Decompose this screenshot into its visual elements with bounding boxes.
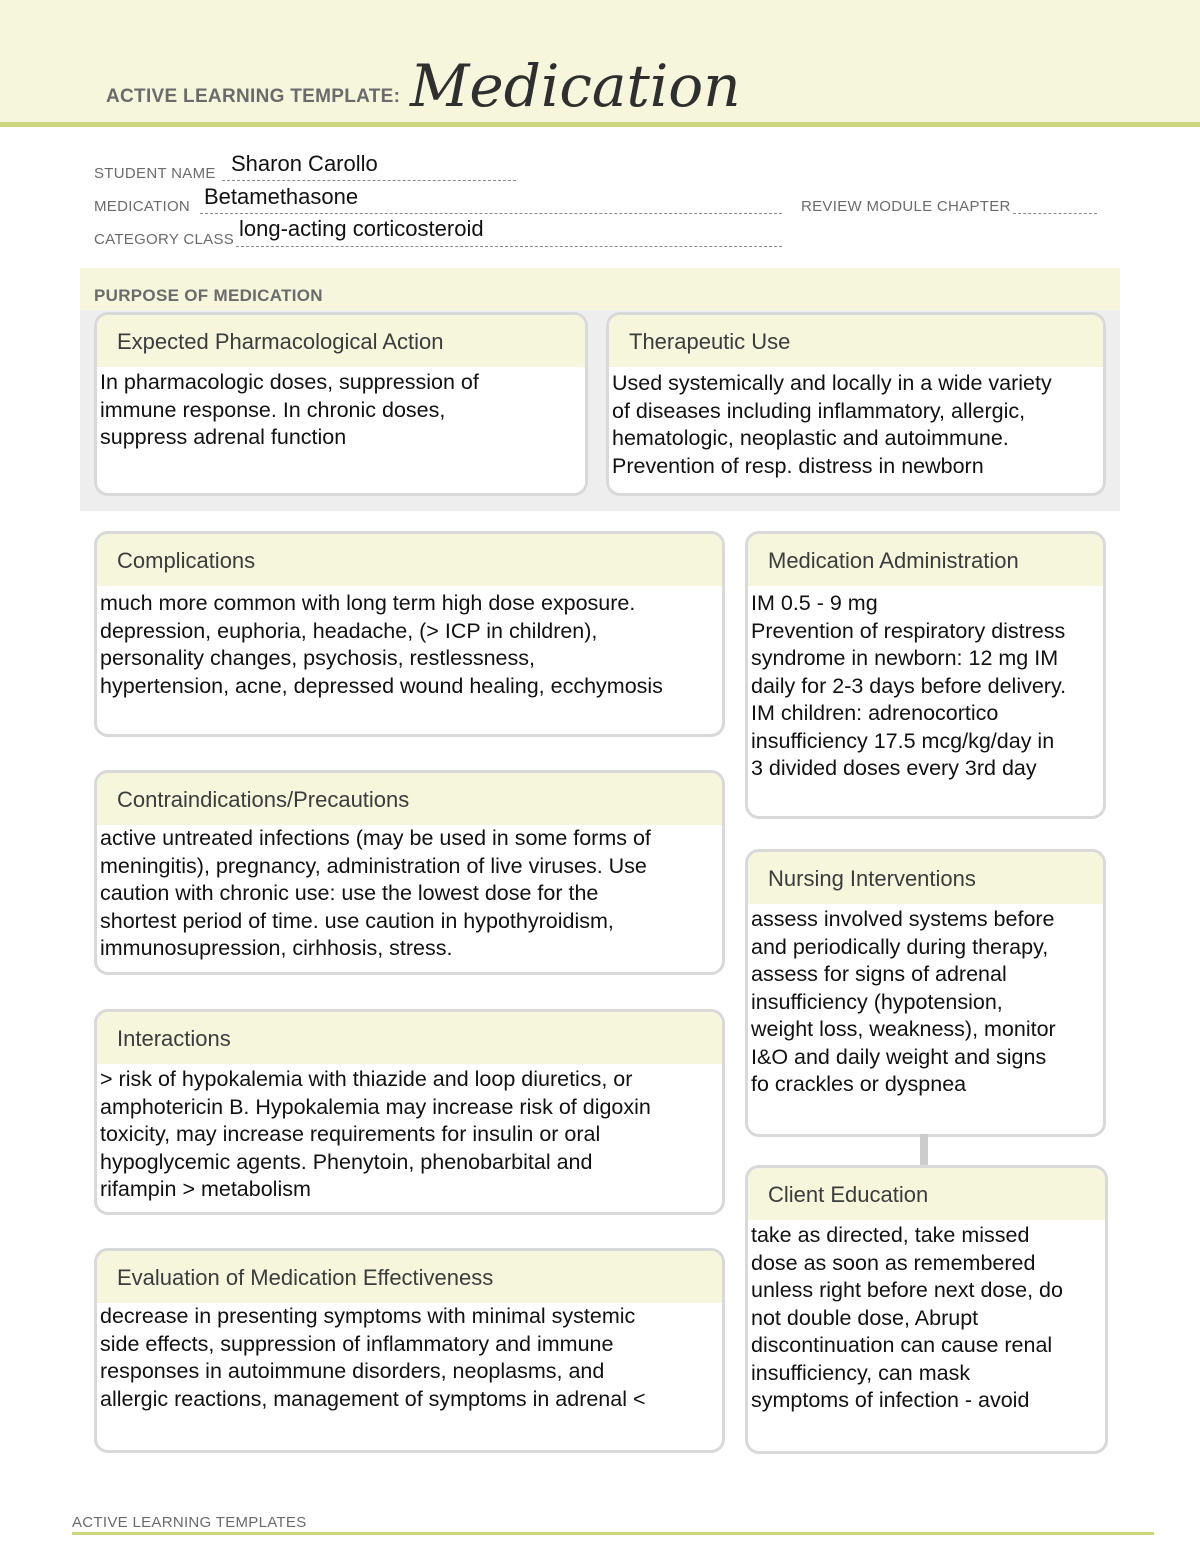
nursing-interventions-title: Nursing Interventions xyxy=(748,852,1103,904)
complications-box xyxy=(94,531,725,737)
category-class-field[interactable]: long-acting corticosteroid xyxy=(239,216,484,241)
review-module-label: REVIEW MODULE CHAPTER xyxy=(801,198,1011,215)
student-name-label: STUDENT NAME xyxy=(94,165,216,182)
expected-action-title: Expected Pharmacological Action xyxy=(97,315,585,367)
client-education-title: Client Education xyxy=(748,1168,1105,1220)
expected-action-text[interactable]: In pharmacologic doses, suppression of immune response. In chronic doses, suppress adrenal function xyxy=(100,370,479,449)
complications-title: Complications xyxy=(97,534,722,586)
review-module-line xyxy=(1013,213,1097,214)
interactions-text[interactable]: > risk of hypokalemia with thiazide and loop diuretics, or amphotericin B. Hypokalemia may increase risk of digoxin toxicity, may increase requirements for insulin or oral hypoglycemic agents. Phenytoin, phenobarbital and rifampin > metabolism xyxy=(100,1067,651,1201)
expected-action-box xyxy=(94,312,588,496)
nursing-interventions-box xyxy=(745,849,1106,1137)
nursing-interventions-text[interactable]: assess involved systems before and periodically during therapy, assess for signs of adrenal insufficiency (hypotension, weight loss, weakness), monitor I&O and daily weight and signs fo crackles or dyspnea xyxy=(751,907,1056,1096)
administration-title: Medication Administration xyxy=(748,534,1103,586)
medication-line xyxy=(200,213,782,214)
contraindications-title: Contraindications/Precautions xyxy=(97,773,722,825)
contraindications-text[interactable]: active untreated infections (may be used in some forms of meningitis), pregnancy, administration of live viruses. Use caution with chronic use: use the lowest dose for the shortest period of time. use caution in hypothyroidism, immunosupression, cirhhosis, stress. xyxy=(100,826,651,960)
category-class-label: CATEGORY CLASS xyxy=(94,231,235,248)
evaluation-title: Evaluation of Medication Effectiveness xyxy=(97,1251,722,1303)
therapeutic-use-text[interactable]: Used systemically and locally in a wide variety of diseases including inflammatory, allergic, hematologic, neoplastic and autoimmune. Prevention of resp. distress in newborn xyxy=(612,371,1052,478)
contraindications-box xyxy=(94,770,725,975)
student-name-line xyxy=(222,180,516,181)
student-name-field[interactable]: Sharon Carollo xyxy=(231,151,378,176)
client-education-box xyxy=(745,1165,1108,1454)
evaluation-text[interactable]: decrease in presenting symptoms with minimal systemic side effects, suppression of inflammatory and immune responses in autoimmune disorders, neoplasms, and allergic reactions, management of symptoms in adrenal < xyxy=(100,1304,646,1411)
therapeutic-use-title: Therapeutic Use xyxy=(609,315,1103,367)
header-rule xyxy=(0,122,1200,127)
purpose-label: PURPOSE OF MEDICATION xyxy=(94,286,323,305)
therapeutic-use-box xyxy=(606,312,1106,496)
interactions-title: Interactions xyxy=(97,1012,722,1064)
evaluation-box xyxy=(94,1248,725,1453)
administration-box xyxy=(745,531,1106,819)
complications-text[interactable]: much more common with long term high dose exposure. depression, euphoria, headache, (> ICP in children), personality changes, psychosis, restlessness, hypertension, acne, depressed wound healing, ecchymosis xyxy=(100,591,663,698)
client-education-text[interactable]: take as directed, take missed dose as soon as remembered unless right before next dose, do not double dose, Abrupt discontinuation can cause renal insufficiency, can mask symptoms of infection - avoid xyxy=(751,1223,1063,1412)
footer-rule xyxy=(72,1532,1154,1535)
medication-field[interactable]: Betamethasone xyxy=(204,184,359,209)
administration-text[interactable]: IM 0.5 - 9 mg Prevention of respiratory distress syndrome in newborn: 12 mg IM daily for 2-3 days before delivery. IM children: adrenocortico insufficiency 17.5 mcg/kg/day in 3 divided doses every 3rd day xyxy=(751,591,1067,780)
box-connector xyxy=(920,1134,928,1166)
footer-label: ACTIVE LEARNING TEMPLATES xyxy=(72,1514,307,1531)
medication-label: MEDICATION xyxy=(94,198,191,215)
page-title: Medication xyxy=(410,52,741,120)
template-label: ACTIVE LEARNING TEMPLATE: xyxy=(106,86,401,107)
category-class-line xyxy=(236,246,782,247)
interactions-box xyxy=(94,1009,725,1215)
